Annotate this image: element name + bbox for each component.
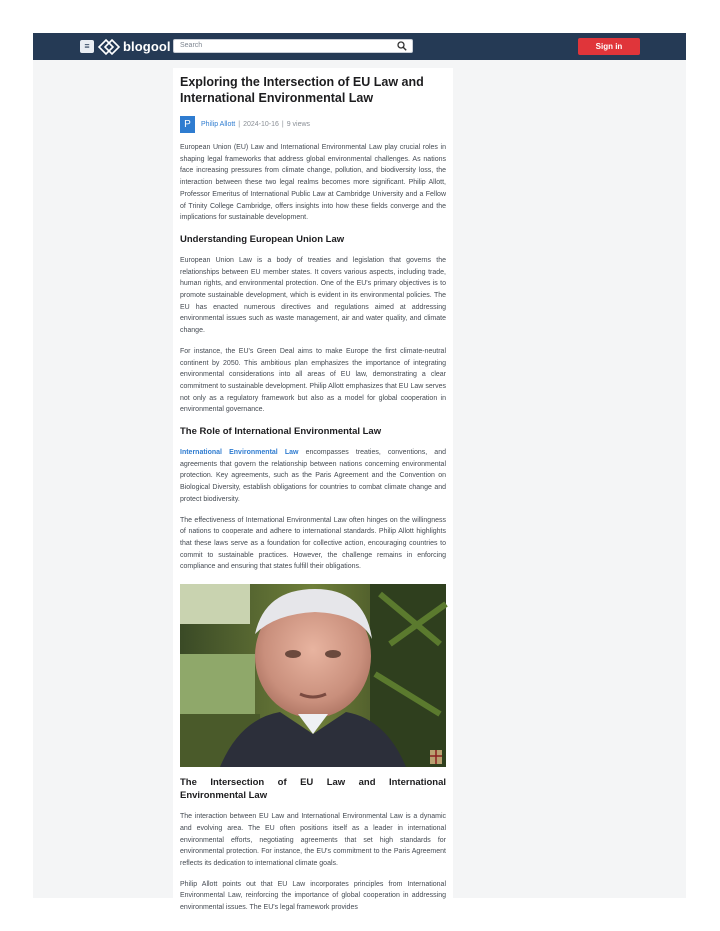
author-portrait-image <box>180 584 446 767</box>
meta-separator: | <box>238 121 241 128</box>
logo-mark-icon <box>98 39 120 55</box>
search-icon[interactable] <box>397 41 407 51</box>
menu-icon[interactable]: ≡ <box>80 40 94 53</box>
avatar[interactable]: P <box>180 116 195 133</box>
search-placeholder: Search <box>180 42 203 49</box>
article-meta <box>180 116 446 133</box>
eu-paragraph-1: European Union Law is a body of treaties and legislation that governs the relationships between EU member states. It covers various aspects, including trade, human rights, and environmental protection. One of the EU's primary objectives is to promote sustainable development, which is evident in its environmental policies. The EU has enacted numerous directives and regulations aimed at addressing environmental issues such as waste management, air and water quality, and climate change. <box>180 256 446 335</box>
author-link[interactable]: Philip Allott <box>201 121 236 128</box>
eu-paragraph-2: For instance, the EU's Green Deal aims to make Europe the first climate-neutral continent by 2050. This ambitious plan emphasizes the importance of integrating environmental considerations into all areas of EU law, demonstrating a clear commitment to sustainable development. Philip Allott emphasizes that EU Law serves not only as a regulatory framework but also as a model for global cooperation in environmental governance. <box>180 347 446 414</box>
role-paragraph-1-text: encompasses treaties, conventions, and agreements that govern the relationship between nations concerning environmental protection. Key agreements, such as the Paris Agreement and the Convention on Biological Diversity, establish obligations for countries to combat climate change and protect biodiversity. <box>180 449 446 503</box>
intersection-paragraph-2: Philip Allott points out that EU Law incorporates principles from International Environmental Law, reinforcing the importance of global cooperation in addressing environmental issues. The EU's legal framework provides <box>180 880 446 912</box>
page-frame <box>33 33 686 912</box>
logo-text: blogool <box>123 39 171 54</box>
international-environmental-law-link[interactable]: International Environmental Law <box>180 449 299 457</box>
top-navigation-bar <box>33 33 686 60</box>
section-heading-intersection: The Intersection of EU Law and International Environmental Law <box>180 777 446 802</box>
role-paragraph-2: The effectiveness of International Environmental Law often hinges on the willingness of nations to cooperate and adhere to international standards. Philip Allott highlights that these laws serve as a foundation for collective action, encouraging countries to commit to sustainable practices. However, the challenge remains in enforcing compliance and ensuring that states fulfill their obligations. <box>180 516 446 571</box>
section-heading-eu-law: Understanding European Union Law <box>180 233 345 245</box>
search-input[interactable] <box>173 39 413 53</box>
site-logo[interactable] <box>98 38 171 55</box>
intersection-paragraph-1: The interaction between EU Law and International Environmental Law is a dynamic and evolving area. The EU often positions itself as a leader in international environmental efforts, negotiating agreements that set high standards for environmental protection. For instance, the EU's commitment to the Paris Agreement reflects its dedication to international climate goals. <box>180 813 446 867</box>
intro-paragraph: European Union (EU) Law and International Environmental Law play crucial roles in shaping legal frameworks that address global environmental challenges. As nations face increasing pressures from climate change, pollution, and biodiversity loss, the interaction between these two legal realms becomes more significant. Philip Allott, Professor Emeritus of International Public Law at Cambridge University and a Fellow of Trinity College Cambridge, offers insights into how these fields converge and the implications for sustainable development. <box>180 144 446 222</box>
meta-separator: | <box>281 121 284 128</box>
publish-date: 2024-10-16 <box>243 121 279 128</box>
role-paragraph-1 <box>180 447 446 506</box>
sign-in-button[interactable]: Sign in <box>578 38 640 55</box>
article-title: Exploring the Intersection of EU Law and International Environmental Law <box>180 75 424 105</box>
article-card <box>173 68 453 918</box>
view-count: 9 views <box>286 121 311 128</box>
section-heading-role: The Role of International Environmental Law <box>180 426 382 438</box>
